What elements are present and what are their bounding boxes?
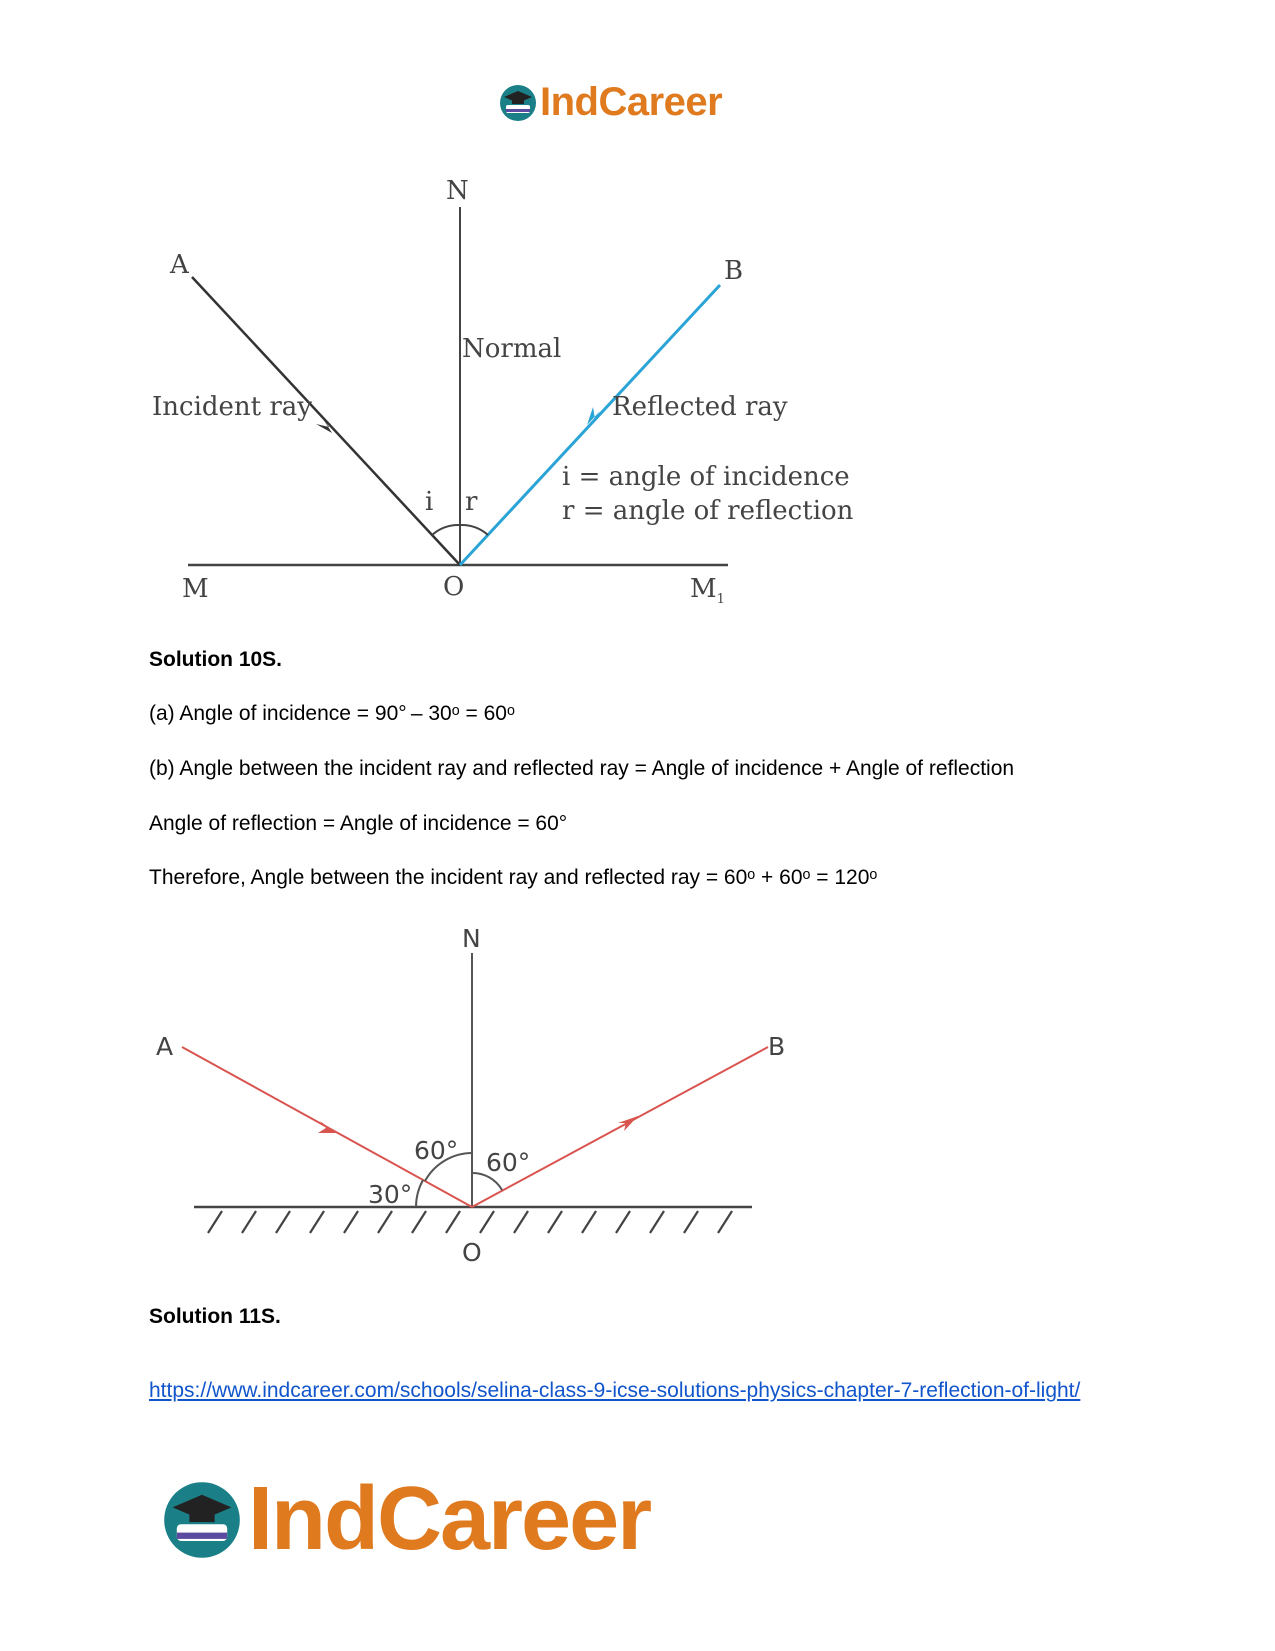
footer-logo	[160, 1468, 650, 1571]
angle-r-arc	[460, 525, 488, 535]
legend-r: r = angle of reflection	[562, 496, 854, 526]
label-left-60: 60°	[414, 1136, 459, 1165]
mirror-hatching	[208, 1211, 732, 1233]
label-reflected-ray: Reflected ray	[612, 392, 788, 422]
label-m: M	[182, 574, 209, 604]
label-incident-ray: Incident ray	[152, 392, 312, 422]
label-normal: Normal	[462, 334, 562, 364]
label-m1: $M_1$	[690, 574, 725, 607]
graduation-cap-book-icon	[498, 83, 538, 123]
solution-11-heading: Solution 11S.	[149, 1305, 281, 1328]
label-o: O	[443, 572, 465, 602]
label-b: B	[724, 256, 744, 286]
label-b-2: B	[768, 1032, 786, 1061]
label-right-60: 60°	[486, 1148, 531, 1177]
logo-text: IndCareer	[540, 80, 723, 124]
label-r: r	[465, 487, 478, 517]
reflected-arrow-2	[618, 1116, 638, 1131]
header-logo	[498, 80, 722, 125]
solution-link[interactable]: https://www.indcareer.com/schools/selina-class-9-icse-solutions-physics-chapter-7-reflection-of-light/	[149, 1379, 1081, 1402]
label-n-2: N	[462, 924, 481, 953]
solution-10-line-c: Angle of reflection = Angle of incidence = 60°	[149, 812, 568, 835]
solution-10-line-b: (b) Angle between the incident ray and reflected ray = Angle of incidence + Angle of reflection	[149, 757, 1015, 780]
solution-10-heading: Solution 10S.	[149, 648, 283, 671]
label-a-2: A	[156, 1032, 174, 1061]
label-a: A	[170, 250, 189, 280]
legend-i: i = angle of incidence	[562, 462, 850, 492]
solution-10-line-d: Therefore, Angle between the incident ray and reflected ray = 60ᵒ + 60ᵒ = 120ᵒ	[149, 866, 878, 889]
angle-30-arc	[416, 1180, 423, 1207]
label-30: 30°	[368, 1180, 413, 1209]
label-i: i	[425, 487, 434, 517]
reflection-diagram-2	[150, 915, 810, 1275]
angle-i-arc	[432, 525, 460, 535]
reflection-diagram-1	[150, 175, 870, 615]
label-o-2: O	[462, 1238, 482, 1267]
label-n: N	[446, 176, 469, 206]
solution-10-line-a: (a) Angle of incidence = 90° – 30ᵒ = 60ᵒ	[149, 702, 515, 725]
logo-text: IndCareer	[248, 1469, 651, 1569]
reflected-ray-2	[472, 1047, 768, 1207]
graduation-cap-book-icon	[160, 1478, 244, 1562]
